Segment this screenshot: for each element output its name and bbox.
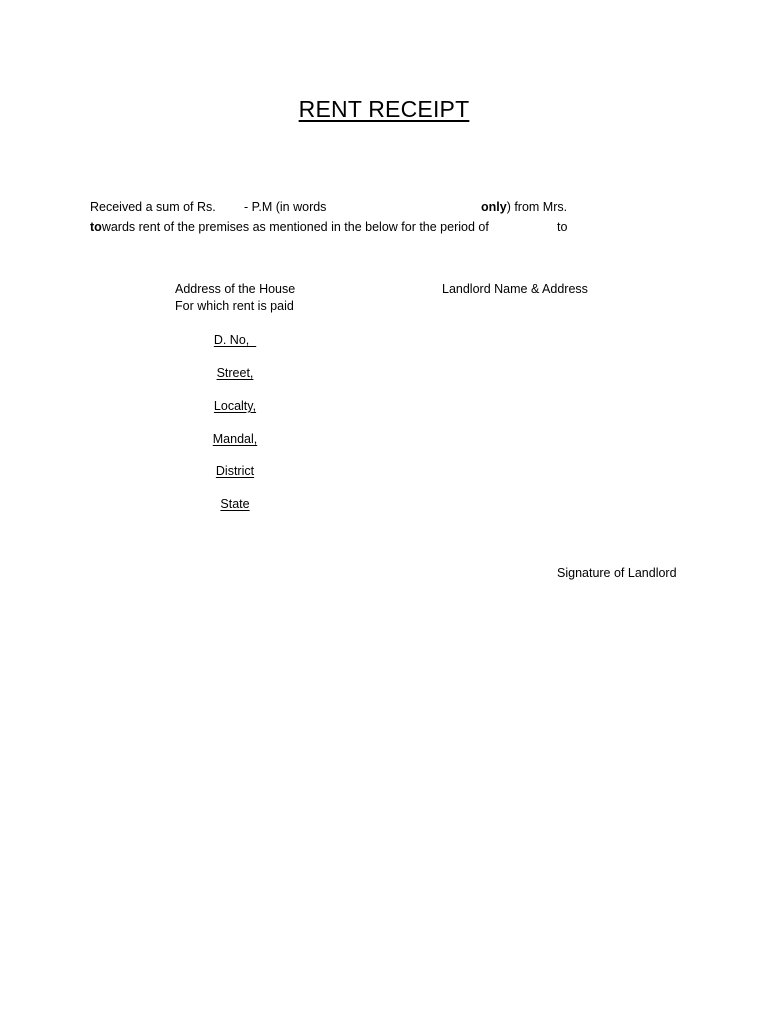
district-field: District [215, 464, 255, 478]
from-mrs-text: ) from Mrs. [506, 200, 568, 214]
title-text: RENT RECEIPT [298, 96, 470, 122]
received-text: Received a sum of Rs. [90, 200, 216, 214]
door-number-field: D. No, [213, 333, 257, 347]
state-field: State [220, 497, 250, 511]
per-month-text: - P.M (in words [244, 200, 327, 214]
only-text: only [481, 200, 507, 214]
amount-in-words-tail [481, 200, 567, 214]
period-to-text: to [557, 220, 568, 234]
landlord-signature-label: Signature of Landlord [557, 566, 677, 580]
house-address-label-line1: Address of the House [175, 282, 296, 296]
house-address-label [175, 281, 295, 315]
street-field: Street, [216, 366, 254, 380]
towards-rent-text: wards rent of the premises as mentioned in the below for the period of [101, 220, 489, 234]
house-address-label-line2: For which rent is paid [175, 299, 294, 313]
page-title [0, 96, 768, 123]
period-text [90, 220, 489, 234]
landlord-name-address-label: Landlord Name & Address [442, 282, 588, 296]
mandal-field: Mandal, [212, 432, 258, 446]
locality-field: Localty, [213, 399, 257, 413]
to-prefix-text: to [90, 220, 102, 234]
